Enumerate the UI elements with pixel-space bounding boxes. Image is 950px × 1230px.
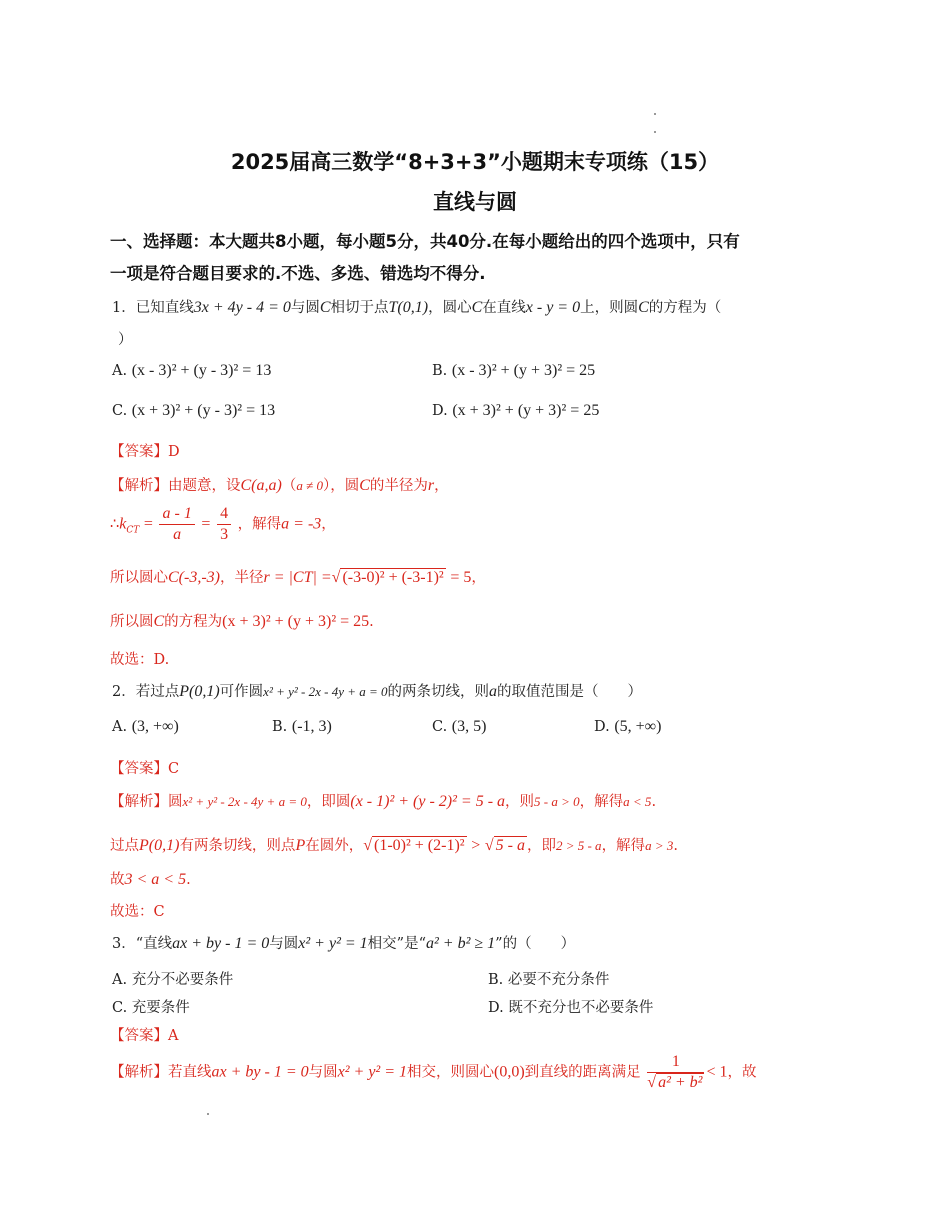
decorative-dot — [207, 1113, 209, 1115]
question-2-answer: 【答案】C — [110, 761, 180, 777]
question-2-option-c[interactable]: C. (3, 5) — [432, 718, 487, 735]
question-2-stem: 2．若过点P(0,1)可作圆x² + y² - 2x - 4y + a = 0的两条切线，则a的取值范围是（ ） — [112, 683, 643, 700]
page-subtitle: 直线与圆 — [433, 190, 517, 214]
question-1-solution-line3: 所以圆心C(-3,-3)，半径r = |CT| =√ (-3-0)² + (-3-1)² = 5， — [110, 569, 486, 586]
question-3-option-b[interactable]: B. 必要不充分条件 — [488, 972, 610, 988]
question-3-stem: 3．“直线ax + by - 1 = 0与圆x² + y² = 1相交”是“a² + b² ≥ 1”的（ ） — [112, 935, 576, 952]
decorative-dot — [654, 131, 656, 133]
question-1-solution-line4: 所以圆C的方程为(x + 3)² + (y + 3)² = 25. — [110, 613, 374, 630]
question-1-solution-line2: $\therefore k_{CT}$ = $\frac{a - 1}{a}$ = $\frac{4}{3}$ ，解得a = -3， — [110, 505, 336, 543]
question-1-choose: 故选：D. — [110, 652, 170, 668]
question-3-solution-line1: 【解析】若直线ax + by - 1 = 0与圆x² + y² = 1相交，则圆心(0,0)到直线的距离满足 $\frac{1}{\text{√ a² + b²}}$ < 1，故 — [110, 1053, 757, 1091]
question-1-option-a[interactable]: A. (x - 3)² + (y - 3)² = 13 — [112, 362, 272, 379]
question-2-solution-line2: 过点P(0,1)有两条切线，则点P在圆外，√ (1-0)² + (2-1)² > √ 5 - a ，即2 > 5 - a，解得a > 3. — [110, 837, 678, 854]
question-2-option-d[interactable]: D. (5, +∞) — [594, 718, 662, 735]
question-3-option-a[interactable]: A. 充分不必要条件 — [112, 972, 234, 988]
question-2-option-a[interactable]: A. (3, +∞) — [112, 718, 179, 735]
section-heading-line1: 一、选择题：本大题共8小题，每小题5分，共40分.在每小题给出的四个选项中，只有 — [110, 232, 740, 251]
question-3-option-c[interactable]: C. 充要条件 — [112, 1000, 190, 1016]
section-heading-line2: 一项是符合题目要求的.不选、多选、错选均不得分. — [110, 264, 486, 283]
question-1-stem: 1．已知直线3x + 4y - 4 = 0与圆C相切于点T(0,1)，圆心C在直线x - y = 0上，则圆C的方程为（ — [112, 299, 722, 316]
question-2-option-b[interactable]: B. (-1, 3) — [272, 718, 332, 735]
question-3-answer: 【答案】A — [110, 1028, 179, 1044]
question-1-option-b[interactable]: B. (x - 3)² + (y + 3)² = 25 — [432, 362, 596, 379]
question-1-option-c[interactable]: C. (x + 3)² + (y - 3)² = 13 — [112, 402, 276, 419]
question-1-answer: 【答案】D — [110, 444, 180, 460]
question-1-solution-line1: 【解析】由题意，设C(a,a)（a ≠ 0），圆C的半径为r， — [110, 477, 449, 494]
question-2-choose: 故选：C — [110, 904, 165, 920]
question-2-solution-line1: 【解析】圆x² + y² - 2x - 4y + a = 0，即圆(x - 1)² + (y - 2)² = 5 - a，则5 - a > 0，解得a < 5. — [110, 793, 657, 810]
question-2-solution-line3: 故3 < a < 5. — [110, 871, 191, 888]
page-title: 2025届高三数学“8+3+3”小题期末专项练（15） — [230, 150, 720, 174]
question-1-stem-close: ） — [118, 332, 133, 348]
decorative-dot — [654, 113, 656, 115]
question-1-option-d[interactable]: D. (x + 3)² + (y + 3)² = 25 — [432, 402, 600, 419]
question-3-option-d[interactable]: D. 既不充分也不必要条件 — [488, 1000, 654, 1016]
